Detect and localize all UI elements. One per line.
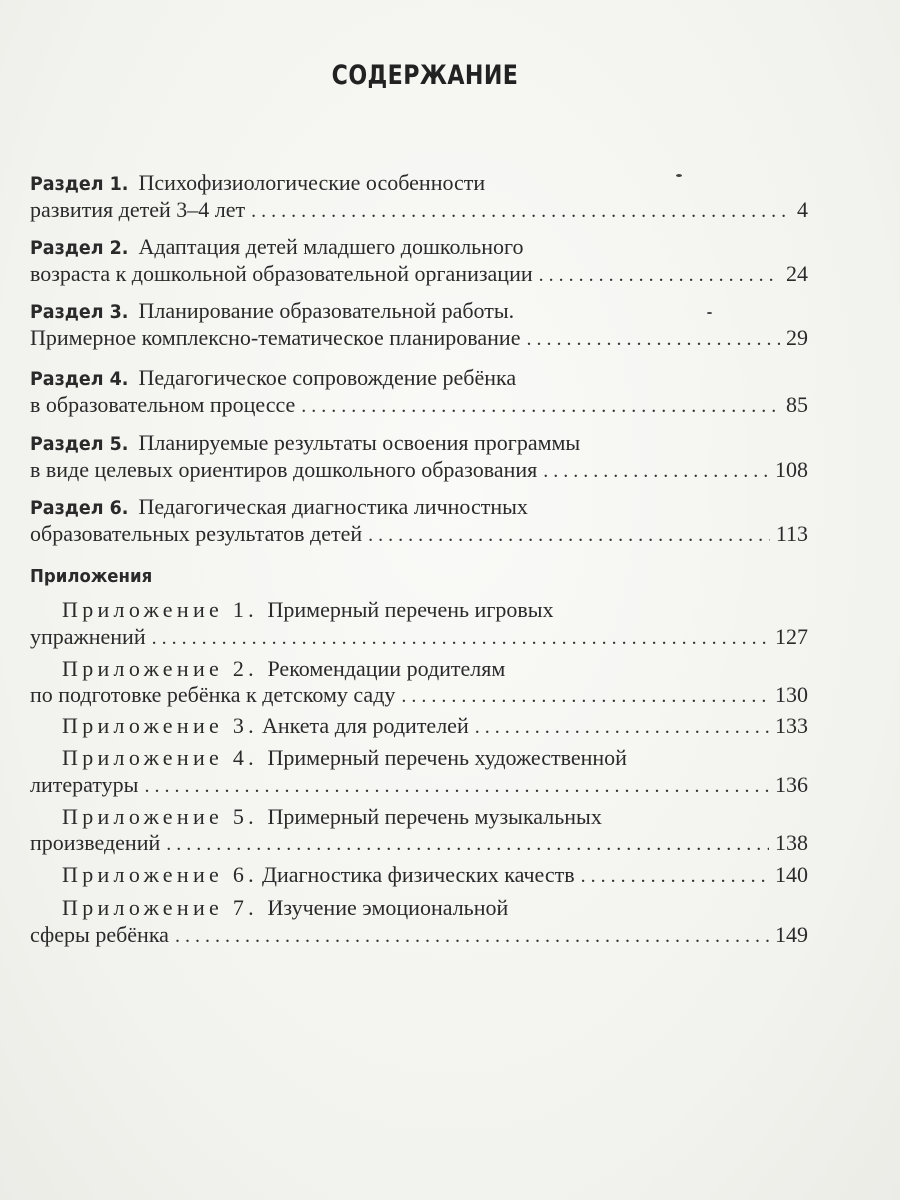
toc-entry-section-5-cont [30,457,808,484]
appendix-title-line2: произведений [30,830,161,855]
section-title-line2: в виде целевых ориентиров дошкольного образования [30,457,538,482]
toc-entry-appendix-6 [62,862,808,889]
page-number: 140 [775,862,808,887]
toc-entry-appendix-2-cont [30,682,808,709]
toc-entry-section-4 [30,365,808,392]
toc-entry-section-2 [30,234,808,261]
page-number: 85 [786,392,808,417]
section-label: Раздел 3. [30,301,129,323]
section-title-line1: Педагогическая диагностика личностных [138,494,528,519]
page-number: 127 [775,624,808,649]
page-number: 4 [797,197,808,222]
section-label: Раздел 6. [30,497,129,519]
toc-entry-appendix-4 [62,745,808,771]
toc-entry-section-1 [30,170,808,197]
page-number: 113 [775,521,808,546]
toc-entry-appendix-7-cont [30,922,808,949]
toc-entry-appendix-1-cont [30,624,808,651]
section-title-line1: Планируемые результаты освоения программы [138,430,581,455]
dot-leader [175,923,769,949]
appendix-title-line1: Рекомендации родителям [267,656,506,681]
appendix-title-line1: Примерный перечень художественной [267,745,627,770]
toc-entry-section-2-cont [30,261,808,288]
section-title-line2: в образовательном процессе [30,392,296,417]
toc-entry-appendix-5 [62,804,808,830]
appendix-title [62,862,575,888]
dot-leader [401,683,769,709]
appendix-title-line2: упражнений [30,624,146,649]
section-label: Раздел 5. [30,433,129,455]
section-title-line1: Планирование образовательной работы. [138,298,515,323]
page-number: 136 [775,772,808,797]
appendix-label: Приложение 3. [62,713,258,738]
appendix-title-line1: Диагностика физических качеств [261,862,575,887]
toc-entry-section-6 [30,494,808,521]
appendix-title-line1: Изучение эмоциональной [267,895,509,920]
toc-entry-appendix-7 [62,895,808,921]
dot-leader [475,714,769,740]
page-number: 29 [786,325,808,350]
appendix-title-line1: Анкета для родителей [261,713,469,738]
page-number: 24 [786,261,808,286]
section-label: Раздел 4. [30,368,129,390]
toc-entry-appendix-3 [62,713,808,740]
appendix-title-line2: сферы ребёнка [30,922,169,947]
appendix-label: Приложение 2. [62,656,258,681]
section-title-line1: Адаптация детей младшего дошкольного [138,234,524,259]
section-title-line2: развития детей 3–4 лет [30,197,246,222]
toc-entry-section-3-cont [30,325,808,352]
section-label: Раздел 2. [30,237,129,259]
appendix-label: Приложение 1. [62,597,258,622]
section-title-line1: Психофизиологические особенности [138,170,486,195]
appendix-label: Приложение 6. [62,862,258,887]
dot-leader [152,625,769,651]
toc-entry-appendix-2 [62,656,808,682]
section-title-line2: возраста к дошкольной образовательной организации [30,261,533,286]
section-title-line2: образовательных результатов детей [30,521,363,546]
appendix-title-line2: по подготовке ребёнка к детскому саду [30,682,396,707]
appendix-title-line1: Примерный перечень игровых [267,597,554,622]
section-title-line2: Примерное комплексно-тематическое планирование [30,325,521,350]
appendix-title-line1: Примерный перечень музыкальных [267,804,602,829]
dot-leader [526,326,780,352]
page-number: 133 [775,713,808,738]
page-number: 138 [775,830,808,855]
toc-entry-section-6-cont [30,521,808,548]
appendix-label: Приложение 4. [62,745,258,770]
dot-leader [539,262,780,288]
appendix-title [62,713,469,739]
dot-leader [543,458,769,484]
toc-entry-section-1-cont [30,197,808,224]
page-number: 130 [775,682,808,707]
appendices-heading: Приложения [30,566,153,587]
page-number: 149 [775,922,808,947]
dot-leader [166,831,769,857]
toc-entry-section-5 [30,430,808,457]
dot-leader [251,198,791,224]
appendix-label: Приложение 5. [62,804,258,829]
appendix-title-line2: литературы [30,772,139,797]
section-label: Раздел 1. [30,173,129,195]
dot-leader [368,522,770,548]
dot-leader [144,773,769,799]
toc-entry-section-3 [30,298,808,325]
dot-leader [301,393,780,419]
print-speck [707,312,712,314]
toc-entry-appendix-4-cont [30,772,808,799]
section-title-line1: Педагогическое сопровождение ребёнка [138,365,517,390]
appendix-label: Приложение 7. [62,895,258,920]
toc-entry-appendix-5-cont [30,830,808,857]
toc-entry-section-4-cont [30,392,808,419]
page-number: 108 [775,457,808,482]
print-speck [676,174,682,177]
page-title: СОДЕРЖАНИЕ [331,60,519,91]
toc-entry-appendix-1 [62,597,808,623]
dot-leader [581,863,769,889]
